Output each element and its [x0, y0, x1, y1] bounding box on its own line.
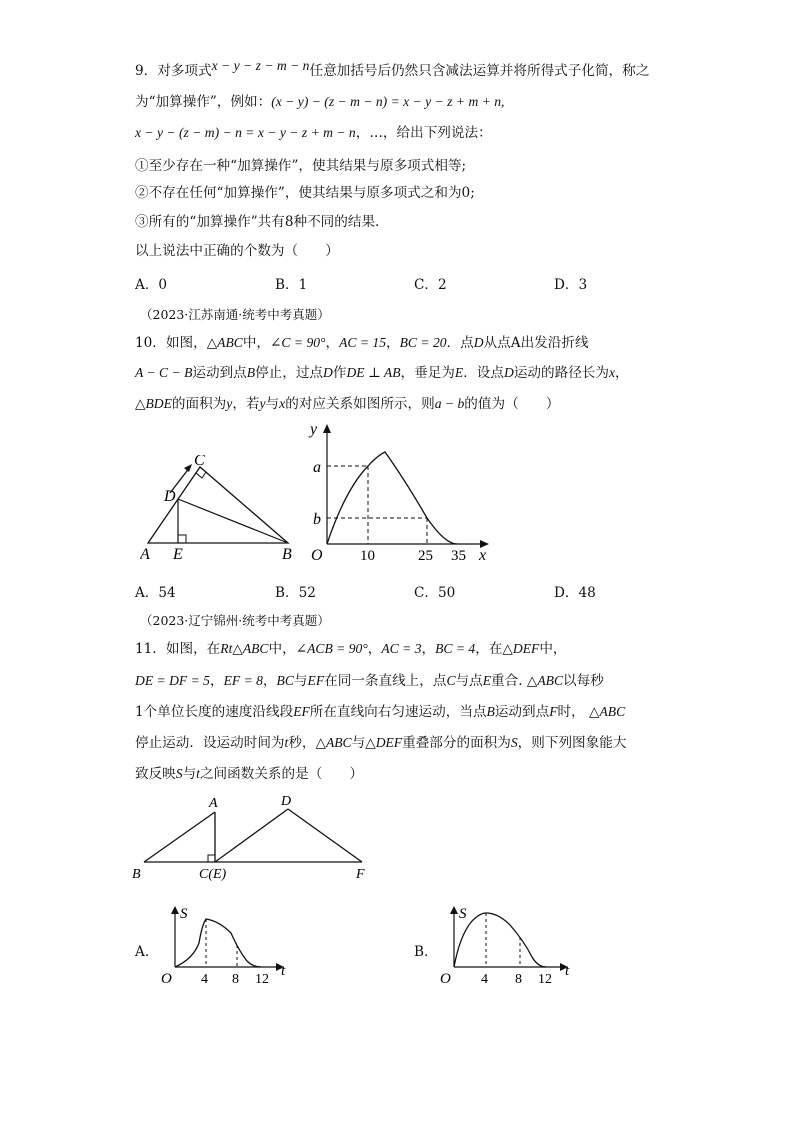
q11-text: 以每秒 [563, 673, 604, 689]
q10-option-c[interactable]: C．50 [414, 585, 456, 601]
q10-cond: BC = 20 [399, 335, 447, 350]
q10-text: 中， [242, 335, 271, 351]
label-a: A [209, 796, 218, 811]
q11-triangle: △DEF [502, 641, 540, 656]
label-t: t [281, 963, 286, 979]
q11-var: S [175, 766, 183, 781]
tick-25: 25 [418, 548, 433, 564]
q11-triangle: △ABC [589, 704, 626, 719]
q11-cond: EF = 8 [223, 673, 263, 688]
q11-line1: 11．如图，在Rt△ABC中，∠ACB = 90°，AC = 3，BC = 4，在△DEF中， [135, 641, 567, 657]
q9-line3 [135, 124, 492, 142]
tick-12: 12 [538, 972, 552, 985]
q11-text: 所在直线向右匀速运动，当点 [309, 704, 487, 720]
graph-curve [327, 452, 457, 544]
label-ce: C(E) [199, 867, 227, 882]
q11-text: 中， [268, 641, 296, 657]
label-b: b [313, 511, 321, 528]
tick-12: 12 [255, 972, 269, 985]
q10-number: 10．如图， [135, 335, 207, 351]
q10-line3 [135, 395, 559, 413]
q9-option-b[interactable]: B．1 [275, 277, 308, 293]
q11-text: 时， [557, 704, 585, 720]
q10-text: 运动到点 [192, 365, 247, 381]
q10-option-a[interactable]: A．54 [135, 585, 176, 601]
tick-4: 4 [201, 972, 208, 985]
label-e: E [173, 546, 183, 563]
q10-graph [305, 420, 495, 565]
tick-8: 8 [515, 972, 522, 985]
q11-triangle: △DEF [365, 735, 403, 750]
s-axis-arrow [450, 906, 458, 914]
segment-df [288, 809, 362, 862]
right-angle-c [208, 855, 215, 862]
q11-var: C [446, 673, 456, 688]
q11-line5 [135, 765, 363, 783]
q11-text: 停止运动．设运动时间为 [135, 735, 285, 751]
q9-text: ，…，给出下列说法： [355, 125, 492, 141]
q9-text: 任意加括号后仍然只含减法运算并将所得式子化简，称之 [309, 63, 650, 79]
q11-var: BC [276, 673, 294, 688]
arrow-head [184, 464, 192, 472]
q9-option-c[interactable]: C．2 [414, 277, 447, 293]
q11-number: 11．如图，在 [135, 641, 221, 657]
q11-text: 秒， [288, 735, 316, 751]
label-s: S [459, 906, 467, 922]
q10-line2: A − C − B运动到点B停止，过点D作DE ⊥ AB，垂足为E．设点D运动的路径长为x， [135, 365, 629, 381]
q10-text: 的值为（ ） [464, 396, 560, 412]
q9-example-2: x − y − (z − m) − n = x − y − z + m − n [135, 125, 356, 140]
label-o: O [161, 971, 172, 985]
q11-option-a[interactable]: A. [135, 944, 150, 960]
q11-option-a-graph[interactable] [155, 905, 290, 985]
q9-question: 以上说法中正确的个数为（ ） [135, 243, 339, 259]
q9-line1 [135, 58, 650, 80]
tick-10: 10 [360, 548, 375, 564]
right-angle-c [196, 472, 206, 478]
q10-var: x [279, 396, 286, 411]
label-x: x [479, 547, 487, 564]
q11-var: t [284, 735, 289, 750]
q10-perp: DE ⊥ AB [346, 365, 401, 380]
label-a: A [140, 546, 150, 563]
label-y: y [310, 421, 318, 438]
q11-line3 [135, 703, 625, 721]
q10-text: ，若 [232, 396, 260, 412]
q9-option-d[interactable]: D．3 [554, 277, 588, 293]
right-angle-e [178, 535, 186, 543]
q11-text: ，则下列图象能大 [517, 735, 627, 751]
label-o: O [440, 971, 451, 985]
label-c: C [194, 455, 205, 469]
tick-8: 8 [232, 972, 239, 985]
q11-var: B [486, 704, 495, 719]
triangle-abc [148, 467, 288, 543]
q10-option-b[interactable]: B．52 [275, 585, 316, 601]
q11-text: ，在 [475, 641, 503, 657]
segment-ab [144, 812, 215, 862]
label-d: D [164, 488, 176, 505]
q11-text: 致反映 [135, 766, 176, 782]
q11-text: 与 [293, 673, 308, 689]
tick-35: 35 [451, 548, 466, 564]
q10-text: 与 [265, 396, 280, 412]
q11-triangle: △ABC [315, 735, 352, 750]
q9-example-1: (x − y) − (z − m − n) = x − y − z + m + n, [271, 94, 505, 109]
q10-text: ．设点 [463, 365, 504, 381]
q11-var: EF [293, 704, 310, 719]
q9-text: 为“加算操作”，例如： [135, 94, 272, 110]
q10-text: ．点 [446, 335, 474, 351]
q11-cond: ∠ACB = 90° [295, 641, 368, 656]
label-s: S [180, 906, 188, 922]
s-axis-arrow [171, 906, 179, 914]
label-b: B [132, 867, 141, 882]
q10-text: 从点A出发沿折线 [483, 335, 589, 351]
q10-var: B [246, 365, 256, 380]
q11-triangle: Rt△ABC [220, 641, 269, 656]
q9-line2 [135, 93, 504, 111]
q11-text: 在同一条直线上，点 [324, 673, 447, 689]
graph-curve-b [454, 913, 546, 967]
q10-triangle-figure [140, 455, 300, 565]
q10-text: 作 [332, 365, 347, 381]
q9-option-a[interactable]: A．0 [135, 277, 168, 293]
q10-path: A − C − B [135, 365, 193, 380]
label-b: B [282, 546, 292, 563]
q10-text: 的面积为 [171, 396, 227, 412]
q9-number: 9．对多项式 [135, 63, 212, 79]
q10-text: 停止，过点 [255, 365, 324, 381]
q10-text: 的对应关系如图所示，则 [285, 396, 435, 412]
q11-var: E [482, 673, 492, 688]
q10-cond: AC = 15 [339, 335, 387, 350]
label-a: a [313, 459, 321, 476]
label-t: t [565, 963, 570, 979]
q9-statement-1: ①至少存在一种“加算操作”，使其结果与原多项式相等; [135, 158, 467, 174]
q10-triangle: △ABC [206, 335, 243, 350]
q11-text: 与 [351, 735, 366, 751]
q10-var: D [473, 335, 484, 350]
q9-statement-3: ③所有的“加算操作”共有8种不同的结果. [135, 214, 380, 230]
q11-triangle: △ABC [526, 673, 564, 688]
q11-text: 之间函数关系的是（ ） [199, 766, 364, 782]
q11-text: 中， [539, 641, 567, 657]
q11-option-b-graph[interactable] [434, 905, 574, 985]
q9-statement-2: ②不存在任何“加算操作”，使其结果与原多项式之和为0; [135, 185, 475, 201]
q11-text: 与点 [455, 673, 483, 689]
q11-var: EF [307, 673, 325, 688]
q11-cond: DE = DF = 5 [135, 673, 210, 688]
segment-db [178, 499, 288, 543]
q10-line1: 10．如图，△ABC中，∠C = 90°，AC = 15，BC = 20．点D从点A出发沿折线 [135, 335, 589, 351]
q11-var: t [196, 766, 200, 781]
q10-text: ，垂足为 [400, 365, 455, 381]
q11-var: S [510, 735, 518, 750]
q10-source: （2023·江苏南通·统考中考真题） [140, 307, 330, 322]
tick-4: 4 [481, 972, 488, 985]
q10-option-d[interactable]: D．48 [554, 585, 596, 601]
q11-cond: BC = 4 [435, 641, 476, 656]
q11-figure [130, 792, 380, 887]
segment-ed [215, 809, 288, 862]
q10-var: y [259, 396, 266, 411]
q10-var: D [323, 365, 333, 380]
q10-triangle: △BDE [135, 396, 172, 411]
y-axis-arrow [323, 424, 331, 433]
q9-polynomial: x − y − z − m − n [211, 58, 310, 73]
q10-expr: a − b [434, 396, 465, 411]
label-f: F [356, 867, 365, 882]
q11-text: 重叠部分的面积为 [402, 735, 511, 751]
label-o: O [311, 547, 323, 564]
q11-line4 [135, 734, 626, 752]
q11-option-b[interactable]: B. [414, 944, 429, 960]
q10-var: D [504, 365, 514, 380]
q10-text: 运动的路径长为 [513, 365, 609, 381]
q11-line2: DE = DF = 5，EF = 8，BC与EF在同一条直线上，点C与点E重合. △ABC以每秒 [135, 673, 604, 689]
q11-text: 重合. [491, 673, 523, 689]
q11-var: F [549, 704, 558, 719]
q10-var: x [608, 365, 616, 380]
q11-cond: AC = 3 [381, 641, 422, 656]
q11-text: 与 [182, 766, 197, 782]
q11-source: （2023·辽宁锦州·统考中考真题） [140, 613, 330, 628]
q11-text: 运动到点 [494, 704, 550, 720]
q10-var: y [226, 396, 233, 411]
q10-cond: ∠C = 90° [270, 335, 326, 350]
label-d: D [281, 794, 292, 809]
q11-text: 1个单位长度的速度沿线段 [135, 704, 294, 720]
graph-curve-a [175, 919, 261, 967]
q10-var: E [454, 365, 464, 380]
